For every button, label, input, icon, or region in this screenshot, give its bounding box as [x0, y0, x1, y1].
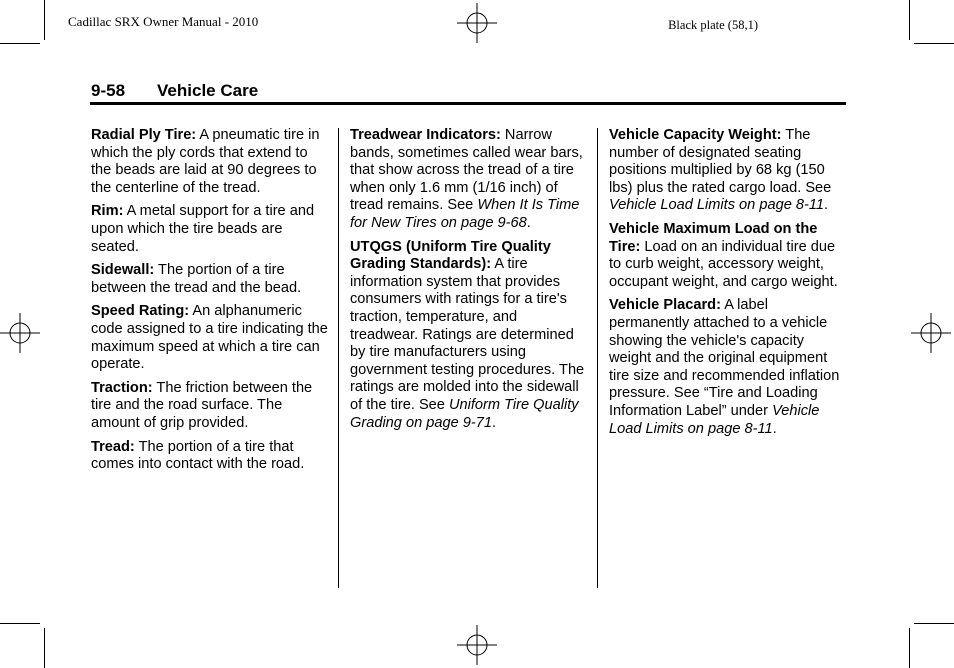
cross-reference-link[interactable]: Vehicle Load Limits on page 8-11	[609, 197, 824, 214]
glossary-entry	[91, 262, 331, 297]
registration-mark-left	[0, 313, 40, 353]
glossary-term: Speed Rating:	[91, 303, 190, 320]
glossary-definition: The portion of a tire that comes into contact with the road.	[91, 438, 305, 473]
punctuation: .	[772, 420, 777, 437]
registration-mark-bottom	[457, 625, 497, 665]
glossary-column-2	[350, 127, 586, 438]
running-header-title: Cadillac SRX Owner Manual - 2010	[68, 14, 259, 29]
glossary-entry	[91, 303, 331, 373]
page-number: 9-58	[91, 81, 126, 100]
glossary-term: Vehicle Maximum Load on the Tire:	[609, 220, 818, 255]
glossary-term: Traction:	[91, 379, 153, 396]
heading-rule	[90, 102, 846, 105]
glossary-entry	[609, 221, 849, 291]
glossary-term: Tread:	[91, 438, 135, 455]
glossary-entry	[609, 297, 849, 438]
glossary-term: UTQGS (Uniform Tire Quality Grading Standards):	[350, 238, 551, 273]
registration-mark-top	[457, 3, 497, 43]
glossary-term: Vehicle Capacity Weight:	[609, 127, 782, 143]
glossary-term: Rim:	[91, 203, 124, 220]
glossary-definition: The portion of a tire between the tread and the bead.	[91, 262, 302, 296]
glossary-definition: A metal support for a tire and upon which the tire beads are seated.	[91, 203, 315, 255]
glossary-term: Sidewall:	[91, 262, 155, 279]
registration-mark-right	[911, 313, 951, 353]
punctuation: .	[824, 197, 829, 214]
running-header-plate: Black plate (58,1)	[668, 18, 758, 32]
glossary-entry	[91, 380, 331, 433]
glossary-entry	[609, 127, 849, 215]
glossary-definition: A tire information system that provides consumers with ratings for a tire's traction, temperature, and treadwear. Ratings are determined by tire manufacturers using government testing procedures. The ratings are molded into the sidewall of the tire. See	[350, 256, 585, 413]
glossary-definition: A pneumatic tire in which the ply cords that extend to the beads are laid at 90 degrees to the centerline of the tread.	[91, 127, 320, 196]
cross-reference-link[interactable]: Uniform Tire Quality Grading on page 9-71	[350, 396, 579, 431]
glossary-entry	[91, 127, 331, 197]
glossary-definition: Narrow bands, sometimes called wear bars, that show across the tread of a tire when only 1.6 mm (1/16 inch) of tread remains. See	[350, 127, 583, 214]
glossary-definition: A label permanently attached to a vehicle showing the vehicle's capacity weight and the original equipment tire size and recommended inflation pressure. See “Tire and Loading Information Label” under	[609, 297, 840, 419]
punctuation: .	[526, 214, 531, 231]
cross-reference-link[interactable]: Vehicle Load Limits on page 8-11	[609, 402, 820, 437]
glossary-term: Treadwear Indicators:	[350, 127, 501, 143]
glossary-definition: Load on an individual tire due to curb weight, accessory weight, occupant weight, and cargo weight.	[609, 238, 838, 290]
glossary-entry	[350, 239, 586, 433]
column-divider	[597, 128, 598, 588]
glossary-entry	[350, 127, 586, 233]
glossary-entry	[91, 439, 331, 474]
glossary-definition: The number of designated seating positions multiplied by 68 kg (150 lbs) plus the rated cargo load. See	[609, 127, 832, 196]
column-divider	[338, 128, 339, 588]
punctuation: .	[492, 414, 497, 431]
glossary-definition: An alphanumeric code assigned to a tire indicating the maximum speed at which a tire can operate.	[91, 303, 328, 373]
section-heading	[91, 81, 258, 101]
cross-reference-link[interactable]: When It Is Time for New Tires on page 9-68	[350, 197, 580, 231]
glossary-column-1	[91, 127, 331, 480]
glossary-term: Vehicle Placard:	[609, 297, 721, 314]
glossary-column-3	[609, 127, 849, 444]
glossary-entry	[91, 203, 331, 256]
glossary-definition: The friction between the tire and the road surface. The amount of grip provided.	[91, 379, 313, 431]
section-title: Vehicle Care	[157, 81, 259, 100]
glossary-term: Radial Ply Tire:	[91, 127, 197, 143]
